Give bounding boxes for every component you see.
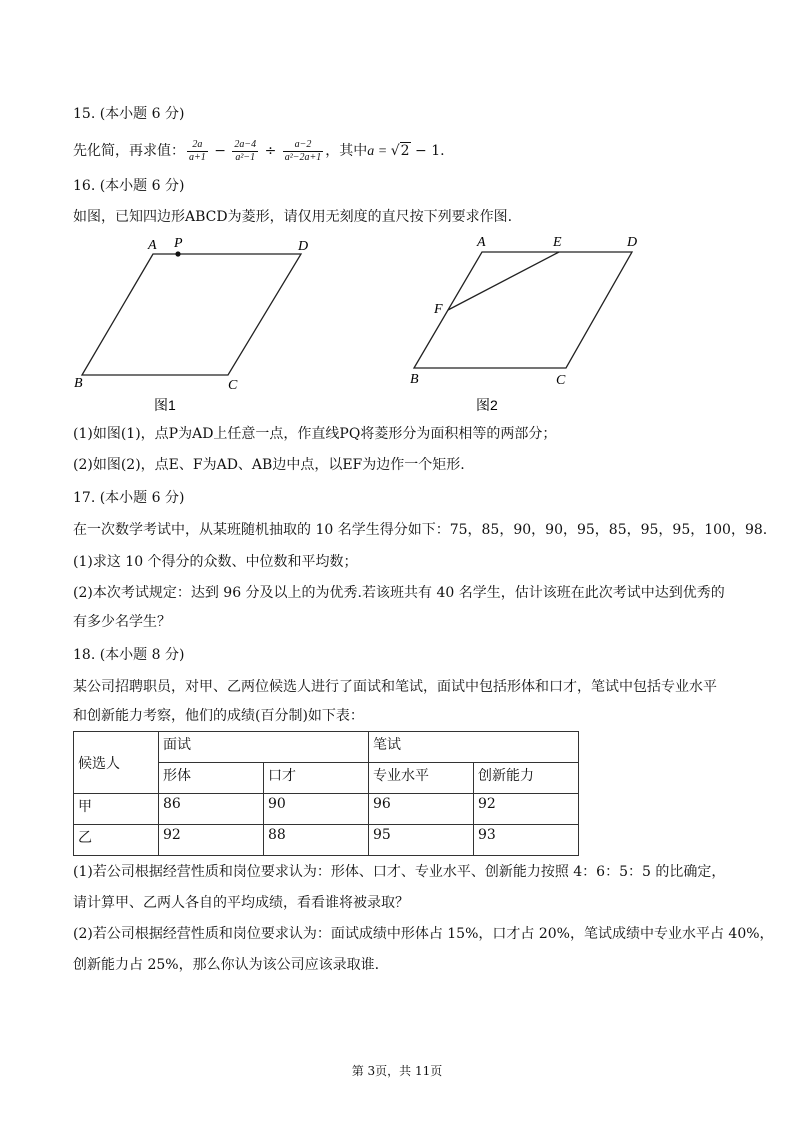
fig2-label-a: A <box>477 235 486 250</box>
table-row <box>74 794 579 825</box>
table-header-row <box>74 732 579 763</box>
q16-figures <box>0 230 794 420</box>
subheader-cell: 专业水平 <box>369 763 474 794</box>
fig2-rhombus <box>414 252 632 368</box>
fraction-2: $\frac{2a-4}{\text{a²−1}}$ <box>234 138 257 163</box>
score-table <box>73 731 579 856</box>
fig2-caption: 图2 <box>476 397 498 413</box>
fig1-label-b: B <box>74 376 83 391</box>
score-cell: 86 <box>159 794 264 825</box>
page-footer: 第 3页，共 11页 <box>351 1064 443 1078</box>
q17-intro: 在一次数学考试中，从某班随机抽取的 10 名学生得分如下：75，85，90，90，95，85，95，95，100，98. <box>73 522 768 538</box>
fig1-point-p <box>175 251 180 256</box>
q16-part1: (1)如图(1)，点P为AD上任意一点，作直线PQ将菱形分为面积相等的两部分； <box>73 426 557 442</box>
q18-part1-line1: (1)若公司根据经营性质和岗位要求认为：形体、口才、专业水平、创新能力按照 4：6：5：5 的比确定， <box>73 864 726 880</box>
q15-header: 15. (本小题 6 分) <box>73 106 185 122</box>
q18-part1-line2: 请计算甲、乙两人各自的平均成绩，看看谁将被录取？ <box>73 895 409 911</box>
fig2-label-d: D <box>627 235 638 250</box>
subheader-cell: 口才 <box>264 763 369 794</box>
q15-cond-root: 2 <box>400 143 410 159</box>
fig1-rhombus <box>82 254 301 375</box>
q18-header: 18. (本小题 8 分) <box>73 647 185 663</box>
fig1-label-c: C <box>228 378 238 393</box>
fig2-label-c: C <box>556 373 566 388</box>
candidate-header: 候选人 <box>74 732 159 794</box>
fraction-3: $\frac{a-2}{\text{a²−2a+1}}$ <box>284 138 322 163</box>
q18-part2-line2: 创新能力占 25%，那么你认为该公司应该录取谁. <box>73 957 380 973</box>
q17-part1: (1)求这 10 个得分的众数、中位数和平均数； <box>73 554 358 570</box>
q16-header: 16. (本小题 6 分) <box>73 178 185 194</box>
q15-cond-tail: − 1. <box>410 143 445 159</box>
subheader-cell: 创新能力 <box>474 763 579 794</box>
score-cell: 96 <box>369 794 474 825</box>
q17-part2-line2: 有多少名学生？ <box>73 614 171 630</box>
q17-header: 17. (本小题 6 分) <box>73 490 185 506</box>
fig2-label-b: B <box>410 372 419 387</box>
table-row <box>74 825 579 856</box>
q18-intro-line2: 和创新能力考察，他们的成绩(百分制)如下表： <box>73 708 364 724</box>
candidate-name: 甲 <box>74 794 159 825</box>
q15-prefix: 先化简，再求值： <box>73 143 185 159</box>
subheader-cell: 形体 <box>159 763 264 794</box>
q16-part2: (2)如图(2)，点E、F为AD、AB边中点，以EF为边作一个矩形. <box>73 457 465 473</box>
q18-intro-line1: 某公司招聘职员，对甲、乙两位候选人进行了面试和笔试，面试中包括形体和口才，笔试中包括专业水平 <box>73 679 717 695</box>
fig1-label-a: A <box>148 238 157 253</box>
q15-cond-a: a = <box>367 144 391 159</box>
q15-suffix: ，其中 <box>325 143 368 159</box>
sqrt-symbol: √ <box>390 143 400 159</box>
fig1-caption: 图1 <box>154 397 176 413</box>
score-cell: 93 <box>474 825 579 856</box>
q17-part2-line1: (2)本次考试规定：达到 96 分及以上的为优秀.若该班共有 40 名学生，估计该班在此次考试中达到优秀的 <box>73 585 725 601</box>
group-written: 笔试 <box>369 732 579 763</box>
q15-expression: 先化简，再求值： $\frac{2a}{a+1}$ − $\frac{2a-4}{\text{a²−1}}$ ÷ $\frac{a-2}{\text{a²−2a+1}}$ ，其中a = √2 − 1. <box>73 138 445 163</box>
score-cell: 90 <box>264 794 369 825</box>
fig2-label-e: E <box>553 235 562 250</box>
score-cell: 95 <box>369 825 474 856</box>
fig1-label-d: D <box>298 239 309 254</box>
score-cell: 88 <box>264 825 369 856</box>
score-cell: 92 <box>159 825 264 856</box>
fig1-label-p: P <box>174 236 183 251</box>
fig2-label-f: F <box>434 302 443 317</box>
group-interview: 面试 <box>159 732 369 763</box>
q18-part2-line1: (2)若公司根据经营性质和岗位要求认为：面试成绩中形体占 15%，口才占 20%，笔试成绩中专业水平占 40%， <box>73 926 774 942</box>
candidate-name: 乙 <box>74 825 159 856</box>
score-cell: 92 <box>474 794 579 825</box>
fraction-1: $\frac{2a}{a+1}$ <box>189 138 206 163</box>
q16-intro: 如图，已知四边形ABCD为菱形，请仅用无刻度的直尺按下列要求作图. <box>73 209 513 225</box>
